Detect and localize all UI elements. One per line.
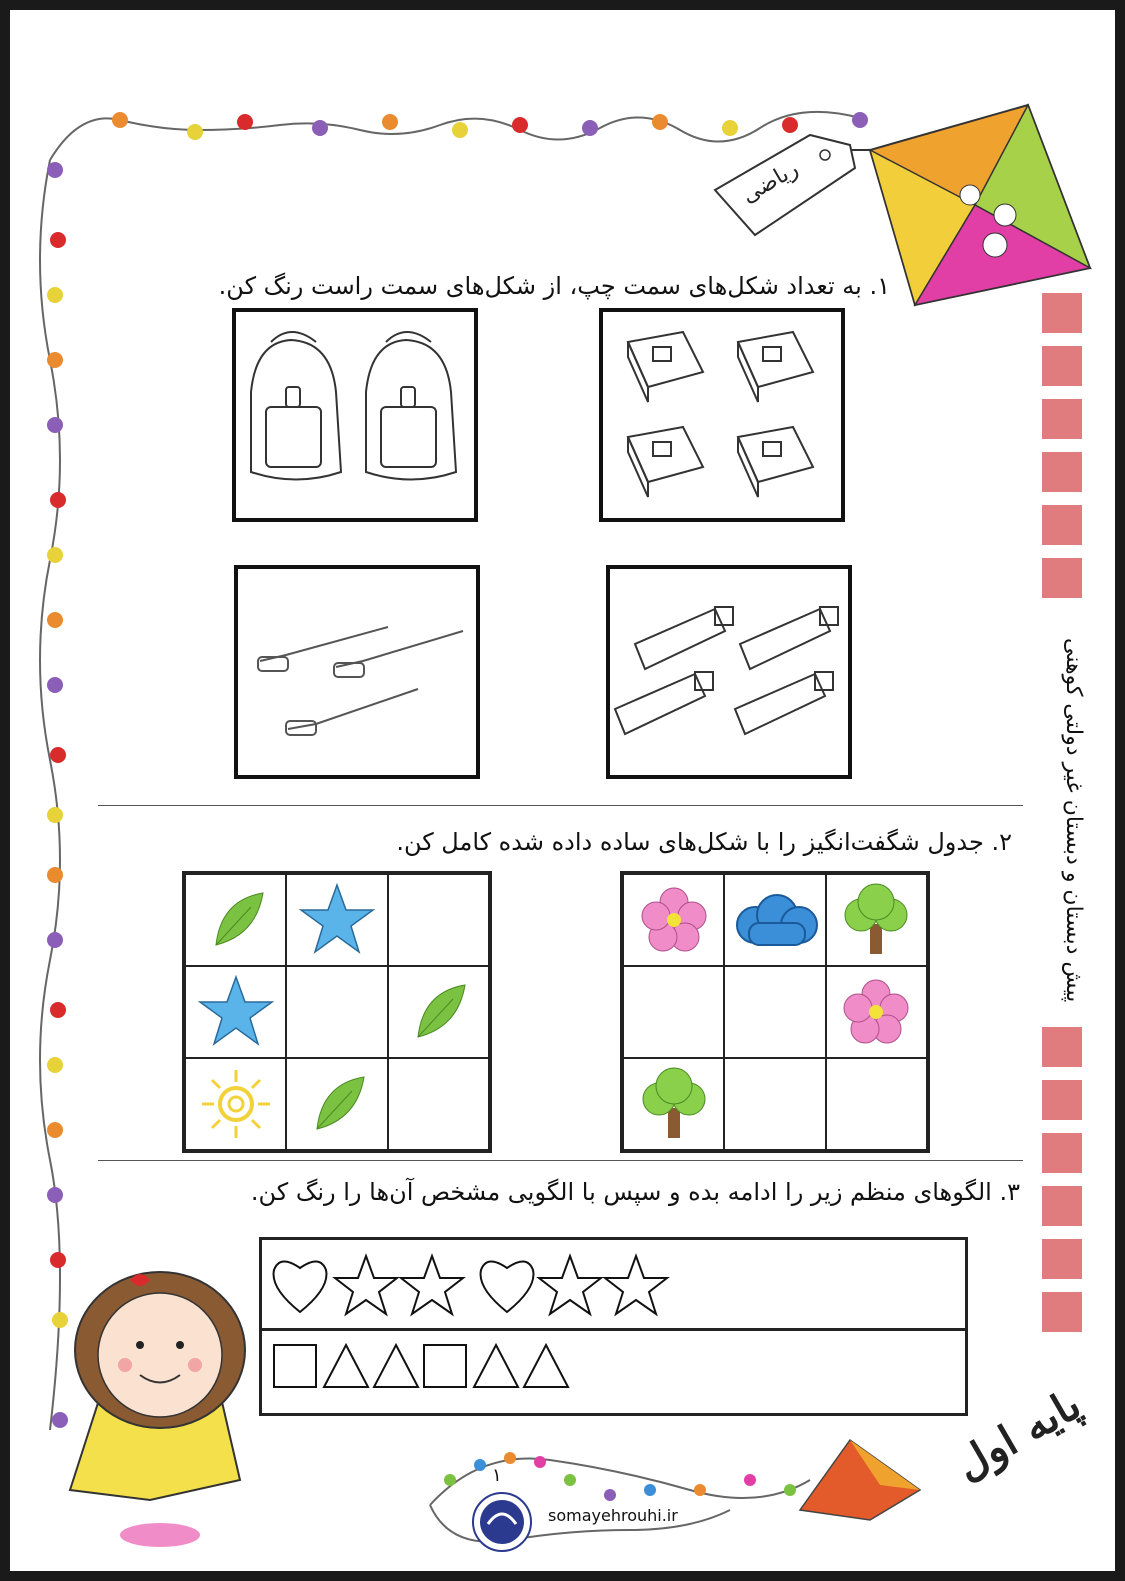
question-2-number: ۲. bbox=[991, 828, 1012, 856]
question-2-text: جدول شگفت‌انگیز را با شکل‌های ساده داده شده کامل کن. bbox=[396, 828, 984, 856]
grid-right-cell[interactable] bbox=[826, 1058, 927, 1150]
book-box[interactable] bbox=[599, 308, 845, 522]
divider-1 bbox=[98, 805, 1023, 806]
pattern-row-1[interactable] bbox=[259, 1237, 968, 1331]
pattern-row-2[interactable] bbox=[259, 1325, 968, 1416]
grid-right-cell[interactable] bbox=[826, 874, 927, 966]
flower-icon bbox=[636, 882, 712, 958]
girl-illustration bbox=[70, 1272, 245, 1547]
grid-left-cell[interactable] bbox=[286, 966, 387, 1058]
square-icon bbox=[274, 1345, 316, 1387]
pattern-row-1-shapes bbox=[262, 1240, 682, 1328]
grid-right-cell[interactable] bbox=[623, 1058, 724, 1150]
grid-right-cell[interactable] bbox=[623, 966, 724, 1058]
page-number: ۱ bbox=[492, 1465, 502, 1486]
question-1-number: ۱. bbox=[869, 272, 890, 300]
divider-2 bbox=[98, 1160, 1023, 1161]
cloud-icon bbox=[727, 887, 823, 953]
question-1-text: به تعداد شکل‌های سمت چپ، از شکل‌های سمت راست رنگ کن. bbox=[218, 272, 862, 300]
triangle-icon bbox=[324, 1345, 368, 1387]
sun-icon bbox=[198, 1066, 274, 1142]
grid-right-cell[interactable] bbox=[724, 874, 825, 966]
subject-tag-label: ریاضی bbox=[737, 156, 803, 209]
grid-left bbox=[182, 871, 492, 1153]
question-1 bbox=[219, 272, 890, 300]
heart-icon bbox=[481, 1261, 534, 1312]
grid-left-cell[interactable] bbox=[185, 966, 286, 1058]
grid-left-cell[interactable] bbox=[286, 1058, 387, 1150]
grid-left-cell[interactable] bbox=[388, 874, 489, 966]
triangle-icon bbox=[524, 1345, 568, 1387]
grid-left-cell[interactable] bbox=[185, 874, 286, 966]
logo-icon bbox=[472, 1492, 532, 1552]
website-link[interactable]: somayehrouhi.ir bbox=[548, 1506, 678, 1525]
grid-right bbox=[620, 871, 930, 1153]
star-icon bbox=[605, 1256, 667, 1314]
leaf-icon bbox=[201, 885, 271, 955]
grid-left-cell[interactable] bbox=[388, 1058, 489, 1150]
toothpaste-icon bbox=[610, 569, 848, 775]
grid-right-cell[interactable] bbox=[826, 966, 927, 1058]
triangle-icon bbox=[374, 1345, 418, 1387]
grid-left-cell[interactable] bbox=[286, 874, 387, 966]
backpack-box[interactable] bbox=[232, 308, 478, 522]
heart-icon bbox=[274, 1261, 327, 1312]
grid-left-cell[interactable] bbox=[185, 1058, 286, 1150]
toothbrush-icon bbox=[238, 569, 476, 775]
star-icon bbox=[297, 880, 377, 960]
question-3-number: ۳. bbox=[999, 1178, 1020, 1206]
star-icon bbox=[196, 972, 276, 1052]
worksheet-page bbox=[10, 10, 1115, 1571]
grid-right-cell[interactable] bbox=[724, 1058, 825, 1150]
star-icon bbox=[401, 1256, 463, 1314]
question-3 bbox=[251, 1178, 1020, 1206]
toothbrush-box[interactable] bbox=[234, 565, 480, 779]
book-icon bbox=[603, 312, 841, 518]
star-icon bbox=[335, 1256, 397, 1314]
pattern-row-2-shapes bbox=[262, 1325, 682, 1410]
tree-icon bbox=[836, 880, 916, 960]
grid-right-cell[interactable] bbox=[623, 874, 724, 966]
triangle-icon bbox=[474, 1345, 518, 1387]
school-name: پیش دبستان و دبستان غیر دولتی کوهنی bbox=[1061, 637, 1086, 1003]
backpack-icon bbox=[236, 312, 474, 518]
question-3-text: الگوهای منظم زیر را ادامه بده و سپس با الگویی مشخص آن‌ها را رنگ کن. bbox=[250, 1178, 992, 1206]
grid-left-cell[interactable] bbox=[388, 966, 489, 1058]
toothpaste-box[interactable] bbox=[606, 565, 852, 779]
grade-label: پایه اول bbox=[946, 1379, 1089, 1490]
leaf-icon bbox=[403, 977, 473, 1047]
star-icon bbox=[539, 1256, 601, 1314]
grid-right-cell[interactable] bbox=[724, 966, 825, 1058]
flower-icon bbox=[838, 974, 914, 1050]
leaf-icon bbox=[302, 1069, 372, 1139]
question-2 bbox=[396, 828, 1012, 856]
tree-icon bbox=[634, 1064, 714, 1144]
square-icon bbox=[424, 1345, 466, 1387]
